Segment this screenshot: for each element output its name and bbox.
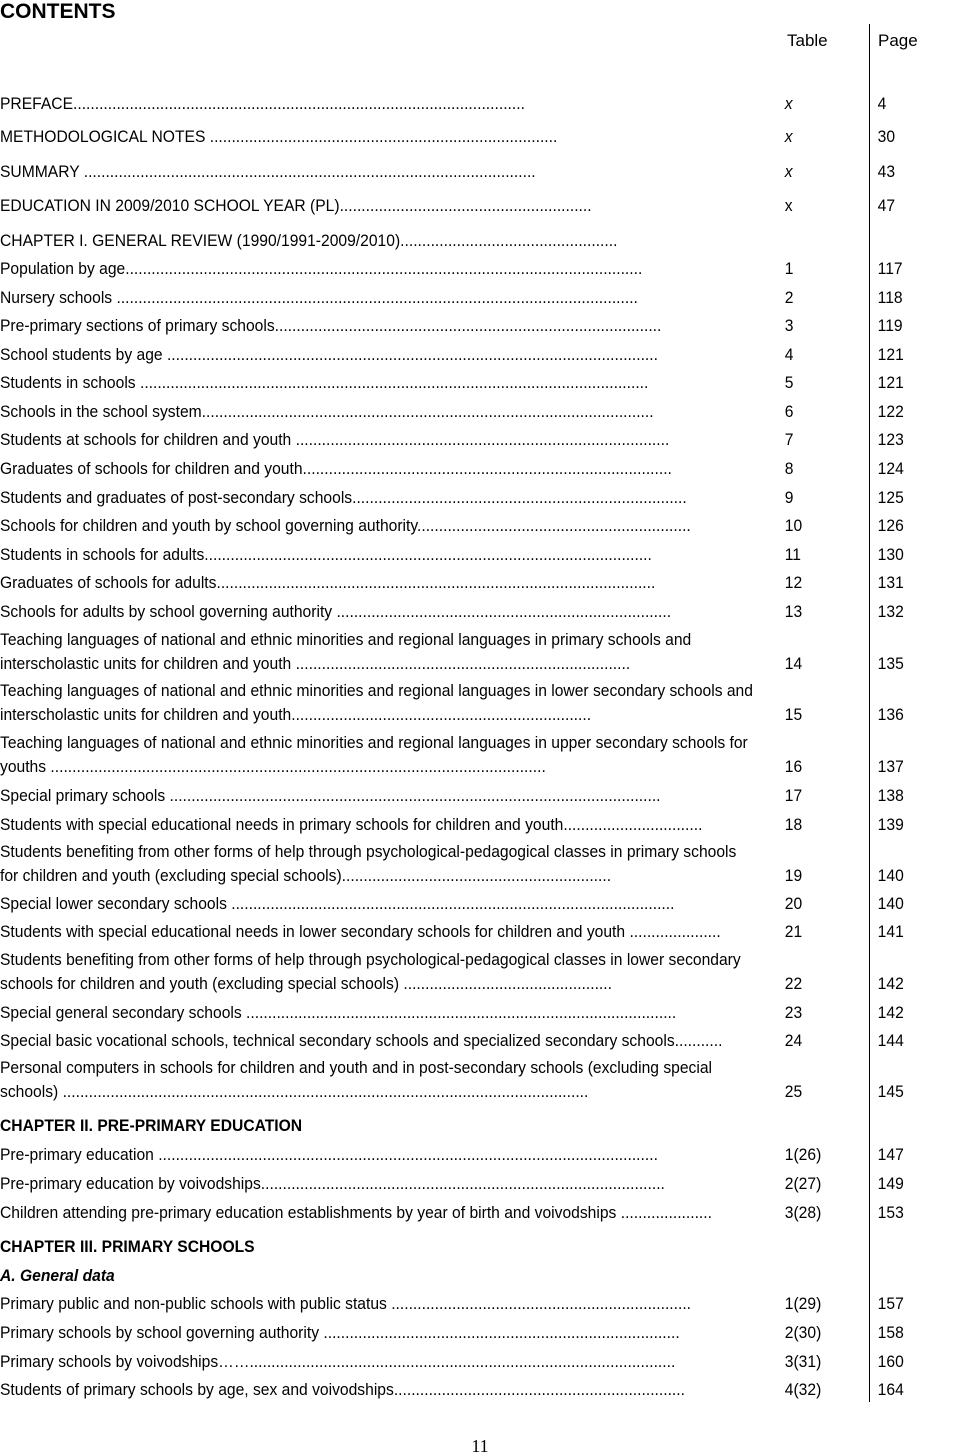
toc-entry[interactable] (0, 731, 904, 779)
toc-entry-page: 124 (877, 459, 904, 478)
toc-entry-page: 125 (877, 488, 904, 507)
page-column-header: Page (878, 31, 918, 50)
toc-entry-page: 140 (877, 894, 904, 913)
toc-entry[interactable] (0, 784, 904, 808)
toc-entry[interactable] (0, 1056, 904, 1104)
toc-entry-label: Graduates of schools for children and youth..................................................................................... (0, 459, 672, 478)
toc-entry-table: 4(32) (784, 1380, 822, 1399)
toc-entry-table: 9 (784, 488, 794, 507)
toc-entry-label: Graduates of schools for adults..................................................................................................... (0, 573, 656, 592)
toc-entry-page: 149 (877, 1174, 904, 1193)
toc-entry[interactable] (0, 400, 904, 424)
toc-entry-label: Personal computers in schools for children and youth and in post-secondary schools (excluding special schools) ......................................................................................................................... (0, 1058, 713, 1101)
toc-entry-page: 118 (877, 288, 903, 307)
toc-entry-label: Children attending pre-primary education establishments by year of birth and voivodships ..................... (0, 1203, 712, 1222)
toc-entry-page: 132 (877, 602, 904, 621)
toc-entry-page: 126 (877, 516, 904, 535)
toc-entry-page: 145 (877, 1082, 904, 1101)
toc-entry[interactable] (0, 486, 904, 510)
toc-entry[interactable] (0, 571, 904, 595)
toc-entry-label: PREFACE........................................................................................................ (0, 94, 525, 113)
toc-entry-table: 8 (784, 459, 794, 478)
toc-entry-label: Students at schools for children and youth ...................................................................................... (0, 430, 670, 449)
toc-entry[interactable] (0, 1029, 904, 1053)
toc-entry[interactable] (0, 1292, 904, 1316)
chapter-heading[interactable] (0, 1235, 883, 1259)
toc-entry-table: x (784, 127, 793, 146)
toc-entry-table: 3 (784, 316, 794, 335)
toc-entry-table: 20 (784, 894, 803, 913)
toc-entry-page: 139 (877, 815, 904, 834)
toc-entry-table: 22 (784, 974, 803, 993)
toc-entry-table: 5 (784, 373, 794, 392)
toc-entry-page: 30 (877, 127, 896, 146)
toc-entry-page: 135 (877, 654, 904, 673)
toc-entry-page: 140 (877, 866, 904, 885)
toc-entry-label: CHAPTER I. GENERAL REVIEW (1990/1991-2009/2010).................................................. (0, 231, 618, 250)
toc-entry[interactable] (0, 194, 896, 218)
toc-entry-page: 142 (877, 1003, 904, 1022)
toc-entry-label: Teaching languages of national and ethnic minorities and regional languages in primary schools and interscholastic units for children and youth ............................................................................. (0, 630, 692, 673)
toc-entry[interactable] (0, 286, 903, 310)
chapter-heading-label: CHAPTER III. PRIMARY SCHOOLS (0, 1237, 255, 1256)
toc-entry[interactable] (0, 1143, 904, 1167)
toc-entry-table: 17 (784, 786, 803, 805)
toc-entry-table: 12 (784, 573, 803, 592)
toc-entry[interactable] (0, 1201, 904, 1225)
toc-entry[interactable] (0, 1001, 904, 1025)
toc-entry[interactable] (0, 229, 883, 253)
toc-entry-label: Students with special educational needs in primary schools for children and youth................................ (0, 815, 703, 834)
toc-entry-page: 158 (877, 1323, 904, 1342)
toc-entry[interactable] (0, 948, 904, 996)
toc-entry[interactable] (0, 1378, 904, 1402)
toc-entry-table: x (784, 162, 793, 181)
toc-entry-label: Schools for adults by school governing authority ............................................................................. (0, 602, 672, 621)
section-heading-label: A. General data (0, 1266, 115, 1285)
toc-entry-page: 153 (877, 1203, 904, 1222)
toc-entry-page: 164 (877, 1380, 904, 1399)
toc-entry-table: 16 (784, 757, 803, 776)
toc-entry-label: Population by age....................................................................................................................... (0, 259, 643, 278)
toc-entry-label: Special primary schools ................................................................................................................. (0, 786, 661, 805)
toc-entry[interactable] (0, 428, 904, 452)
toc-entry-label: Primary public and non-public schools with public status ..................................................................... (0, 1294, 692, 1313)
toc-entry[interactable] (0, 1350, 904, 1374)
toc-entry[interactable] (0, 1172, 904, 1196)
toc-entry-page: 160 (877, 1352, 904, 1371)
toc-entry-table: x (784, 196, 793, 215)
toc-entry-label: Students of primary schools by age, sex and voivodships................................................................... (0, 1380, 685, 1399)
toc-entry-table: 23 (784, 1003, 803, 1022)
toc-entry-table: 15 (784, 705, 803, 724)
toc-entry-label: Students in schools for adults....................................................................................................... (0, 545, 652, 564)
toc-entry-label: EDUCATION IN 2009/2010 SCHOOL YEAR (PL).......................................................... (0, 196, 592, 215)
toc-entry-page: 130 (877, 545, 904, 564)
toc-entry-page: 123 (877, 430, 904, 449)
toc-entry-label: SUMMARY ........................................................................................................ (0, 162, 536, 181)
toc-entry-table: 1 (784, 259, 794, 278)
toc-entry[interactable] (0, 600, 904, 624)
toc-entry-label: Schools for children and youth by school governing authority............................................................... (0, 516, 691, 535)
toc-entry-label: Pre-primary education ................................................................................................................... (0, 1145, 658, 1164)
toc-entry-label: Students in schools ..................................................................................................................... (0, 373, 649, 392)
toc-entry-label: Special lower secondary schools ...................................................................................................... (0, 894, 675, 913)
toc-entry-page: 47 (877, 196, 896, 215)
toc-entry-label: Pre-primary sections of primary schools......................................................................................... (0, 316, 662, 335)
toc-entry-page: 121 (877, 373, 904, 392)
toc-entry-page: 136 (877, 705, 904, 724)
toc-entry-table: 4 (784, 345, 794, 364)
toc-entry[interactable] (0, 679, 904, 727)
toc-entry-table: 2(30) (784, 1323, 822, 1342)
toc-entry-page: 131 (877, 573, 904, 592)
toc-entry-label: Nursery schools ........................................................................................................................ (0, 288, 638, 307)
toc-entry-page: 43 (877, 162, 896, 181)
toc-entry-table: 24 (784, 1031, 803, 1050)
toc-entry-page: 121 (877, 345, 904, 364)
toc-entry[interactable] (0, 628, 904, 676)
toc-entry[interactable] (0, 892, 904, 916)
toc-entry[interactable] (0, 920, 904, 944)
toc-entry-table: 10 (784, 516, 803, 535)
toc-entry-label: Students with special educational needs in lower secondary schools for children and youth ..................... (0, 922, 721, 941)
toc-entry[interactable] (0, 514, 904, 538)
toc-entry-table: 11 (784, 545, 802, 564)
toc-entry[interactable] (0, 1321, 904, 1345)
toc-entry-label: Primary schools by voivodships…….................................................................................................. (0, 1352, 676, 1371)
page-number: 11 (471, 1436, 489, 1456)
toc-entry-page: 144 (877, 1031, 904, 1050)
toc-entry[interactable] (0, 371, 904, 395)
toc-entry-table: 2 (784, 288, 794, 307)
toc-entry-page: 138 (877, 786, 904, 805)
toc-entry-table: 3(31) (784, 1352, 822, 1371)
toc-entry[interactable] (0, 314, 903, 338)
toc-entry-label: Schools in the school system........................................................................................................ (0, 402, 654, 421)
toc-entry[interactable] (0, 125, 896, 149)
toc-entry-page: 157 (877, 1294, 904, 1313)
toc-entry[interactable] (0, 257, 903, 281)
toc-entry-table: 1(26) (784, 1145, 822, 1164)
toc-entry-label: Primary schools by school governing authority .................................................................................. (0, 1323, 680, 1342)
toc-entry-label: Special general secondary schools ................................................................................................... (0, 1003, 677, 1022)
toc-entry[interactable] (0, 840, 904, 888)
toc-entry[interactable] (0, 543, 904, 567)
toc-entry-table: 25 (784, 1082, 803, 1101)
toc-entry-page: 137 (877, 757, 904, 776)
toc-entry[interactable] (0, 160, 896, 184)
toc-entry-table: x (784, 94, 793, 113)
toc-entry-table: 7 (784, 430, 794, 449)
toc-entry-table: 14 (784, 654, 803, 673)
toc-entry-label: School students by age ................................................................................................................. (0, 345, 658, 364)
toc-entry-page: 147 (877, 1145, 904, 1164)
toc-entry-label: Students benefiting from other forms of help through psychological-pedagogical classes in primary schools for children and youth (excluding special schools).............................................................. (0, 842, 737, 885)
toc-entry-table: 19 (784, 866, 803, 885)
toc-entry-table: 18 (784, 815, 803, 834)
chapter-heading[interactable] (0, 1114, 883, 1138)
toc-entry-table: 21 (784, 922, 803, 941)
table-column-header: Table (787, 31, 828, 50)
toc-entry-page: 141 (877, 922, 904, 941)
toc-entry-label: Students and graduates of post-secondary schools............................................................................. (0, 488, 687, 507)
toc-entry[interactable] (0, 343, 904, 367)
toc-entry-label: Special basic vocational schools, technical secondary schools and specialized secondary schools........... (0, 1031, 723, 1050)
toc-entry-label: Pre-primary education by voivodships............................................................................................. (0, 1174, 665, 1193)
chapter-heading-label: CHAPTER II. PRE-PRIMARY EDUCATION (0, 1116, 303, 1135)
toc-entry-label: Students benefiting from other forms of help through psychological-pedagogical classes in lower secondary schools for children and youth (excluding special schools) ................................................ (0, 950, 741, 993)
toc-entry[interactable] (0, 92, 887, 116)
toc-entry-table: 3(28) (784, 1203, 822, 1222)
toc-entry-table: 2(27) (784, 1174, 822, 1193)
section-heading[interactable] (0, 1264, 883, 1288)
toc-entry-page: 4 (877, 94, 887, 113)
toc-entry-table: 6 (784, 402, 794, 421)
toc-entry-page: 142 (877, 974, 904, 993)
toc-entry-page: 122 (877, 402, 904, 421)
toc-entry-label: Teaching languages of national and ethnic minorities and regional languages in upper secondary schools for youths .................................................................................................................. (0, 733, 748, 776)
toc-entry[interactable] (0, 813, 904, 837)
toc-entry[interactable] (0, 457, 904, 481)
toc-entry-label: Teaching languages of national and ethnic minorities and regional languages in lower secondary schools and interscholastic units for children and youth..................................................................... (0, 681, 753, 724)
toc-entry-table: 13 (784, 602, 803, 621)
toc-entry-page: 119 (877, 316, 903, 335)
toc-entry-label: METHODOLOGICAL NOTES ................................................................................ (0, 127, 558, 146)
toc-entry-page: 117 (877, 259, 903, 278)
toc-entry-table: 1(29) (784, 1294, 822, 1313)
page-title: CONTENTS (0, 0, 116, 23)
